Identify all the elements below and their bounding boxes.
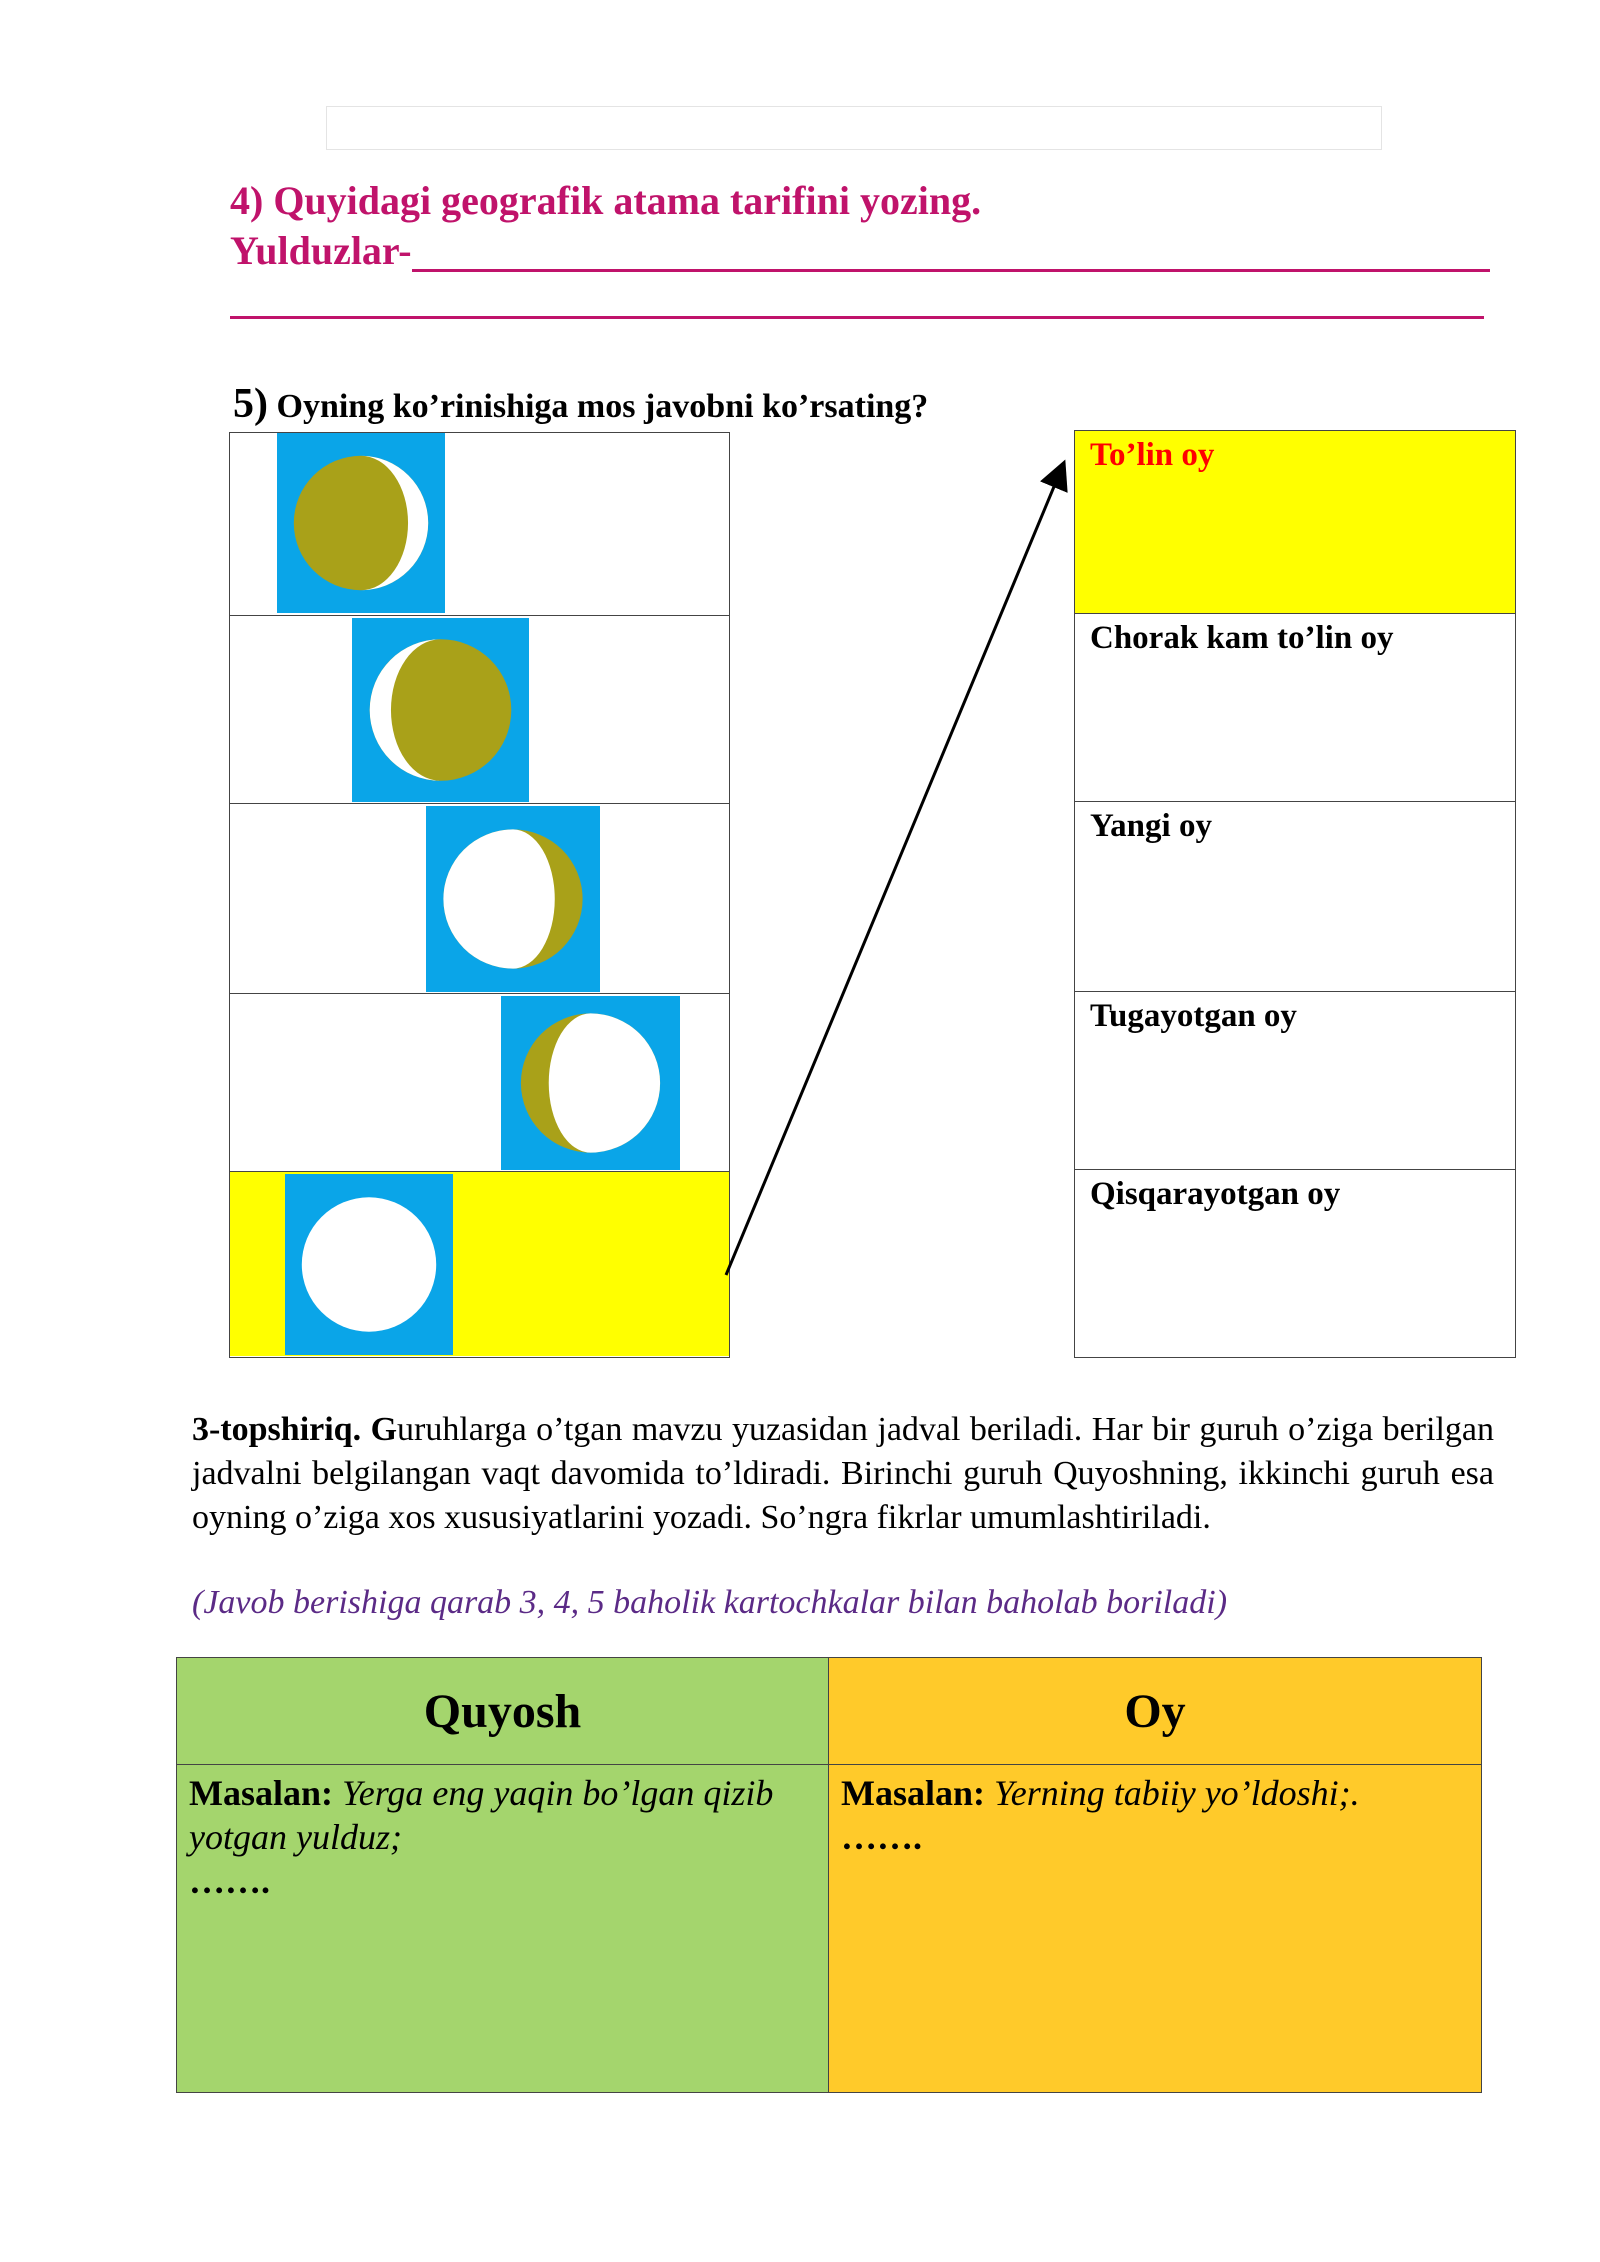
question-5 (233, 380, 928, 428)
moon-image-5 (285, 1174, 453, 1355)
task-3 (192, 1408, 1494, 1540)
sun-moon-table (176, 1657, 1482, 2093)
question-4-term: Yulduzlar- (230, 228, 412, 273)
continuation-dots: ……. (189, 1861, 270, 1901)
example-label: Masalan: (189, 1773, 333, 1813)
moon-image-3 (426, 806, 600, 992)
moon-image-2 (352, 618, 529, 802)
moon-phase-table (229, 432, 730, 1358)
task-3-text: uruhlarga o’tgan mavzu yuzasidan jadval beriladi. Har bir guruh o’ziga berilgan jadvalni belgilangan vaqt davomida to’ldiradi. Birinchi guruh Quyoshning, ikkinchi guruh esa oyning o’ziga xos xususiyatlarini yozadi. So’ngra fikrlar umumlashtiriladi. (192, 1411, 1494, 1536)
answer-row-5[interactable] (1075, 1169, 1515, 1357)
moon-image-1 (277, 433, 445, 613)
question-5-text: Oyning ko’rinishiga mos javobni ko’rsating? (276, 388, 929, 425)
answer-row-2[interactable] (1075, 613, 1515, 801)
answer-label-5: Qisqarayotgan oy (1090, 1176, 1341, 1212)
column-quyosh (177, 1658, 829, 2092)
question-4-answer-line (230, 226, 1490, 276)
header-box (326, 106, 1382, 150)
answer-blank-1[interactable] (412, 229, 1490, 272)
answer-label-1: To’lin oy (1090, 437, 1215, 473)
example-text: Yerning tabiiy yo’ldoshi;. (994, 1773, 1360, 1813)
moon-row-4[interactable] (230, 993, 729, 1171)
column-oy (829, 1658, 1481, 2092)
column-body-quyosh[interactable] (177, 1765, 828, 1909)
question-4 (230, 176, 1490, 319)
answer-row-3[interactable] (1075, 801, 1515, 991)
moon-row-3[interactable] (230, 803, 729, 993)
answer-blank-2[interactable] (230, 276, 1484, 319)
example-label: Masalan: (841, 1773, 985, 1813)
example-text: Yerga eng yaqin bo’lgan qizib yotgan yulduz; (189, 1773, 774, 1857)
question-5-number: 5) (233, 381, 268, 427)
answer-row-1[interactable] (1075, 431, 1515, 613)
answer-label-4: Tugayotgan oy (1090, 998, 1297, 1034)
moon-row-1[interactable] (230, 433, 729, 615)
task-3-heading: 3-topshiriq. (192, 1411, 362, 1448)
moon-row-2[interactable] (230, 615, 729, 803)
continuation-dots: ……. (841, 1817, 922, 1857)
column-body-oy[interactable] (829, 1765, 1481, 1865)
answer-table (1074, 430, 1516, 1358)
column-header-oy: Oy (829, 1658, 1481, 1765)
question-4-title: 4) Quyidagi geografik atama tarifini yozing. (230, 178, 982, 223)
column-header-quyosh: Quyosh (177, 1658, 828, 1765)
answer-label-2: Chorak kam to’lin oy (1090, 620, 1394, 656)
moon-image-4 (501, 996, 680, 1170)
answer-row-4[interactable] (1075, 991, 1515, 1169)
moon-row-5[interactable] (230, 1171, 729, 1356)
answer-label-3: Yangi oy (1090, 808, 1212, 844)
task-3-first-letter: G (370, 1411, 398, 1448)
task-3-note: (Javob berishiga qarab 3, 4, 5 baholik kartochkalar bilan baholab boriladi) (192, 1584, 1228, 1621)
